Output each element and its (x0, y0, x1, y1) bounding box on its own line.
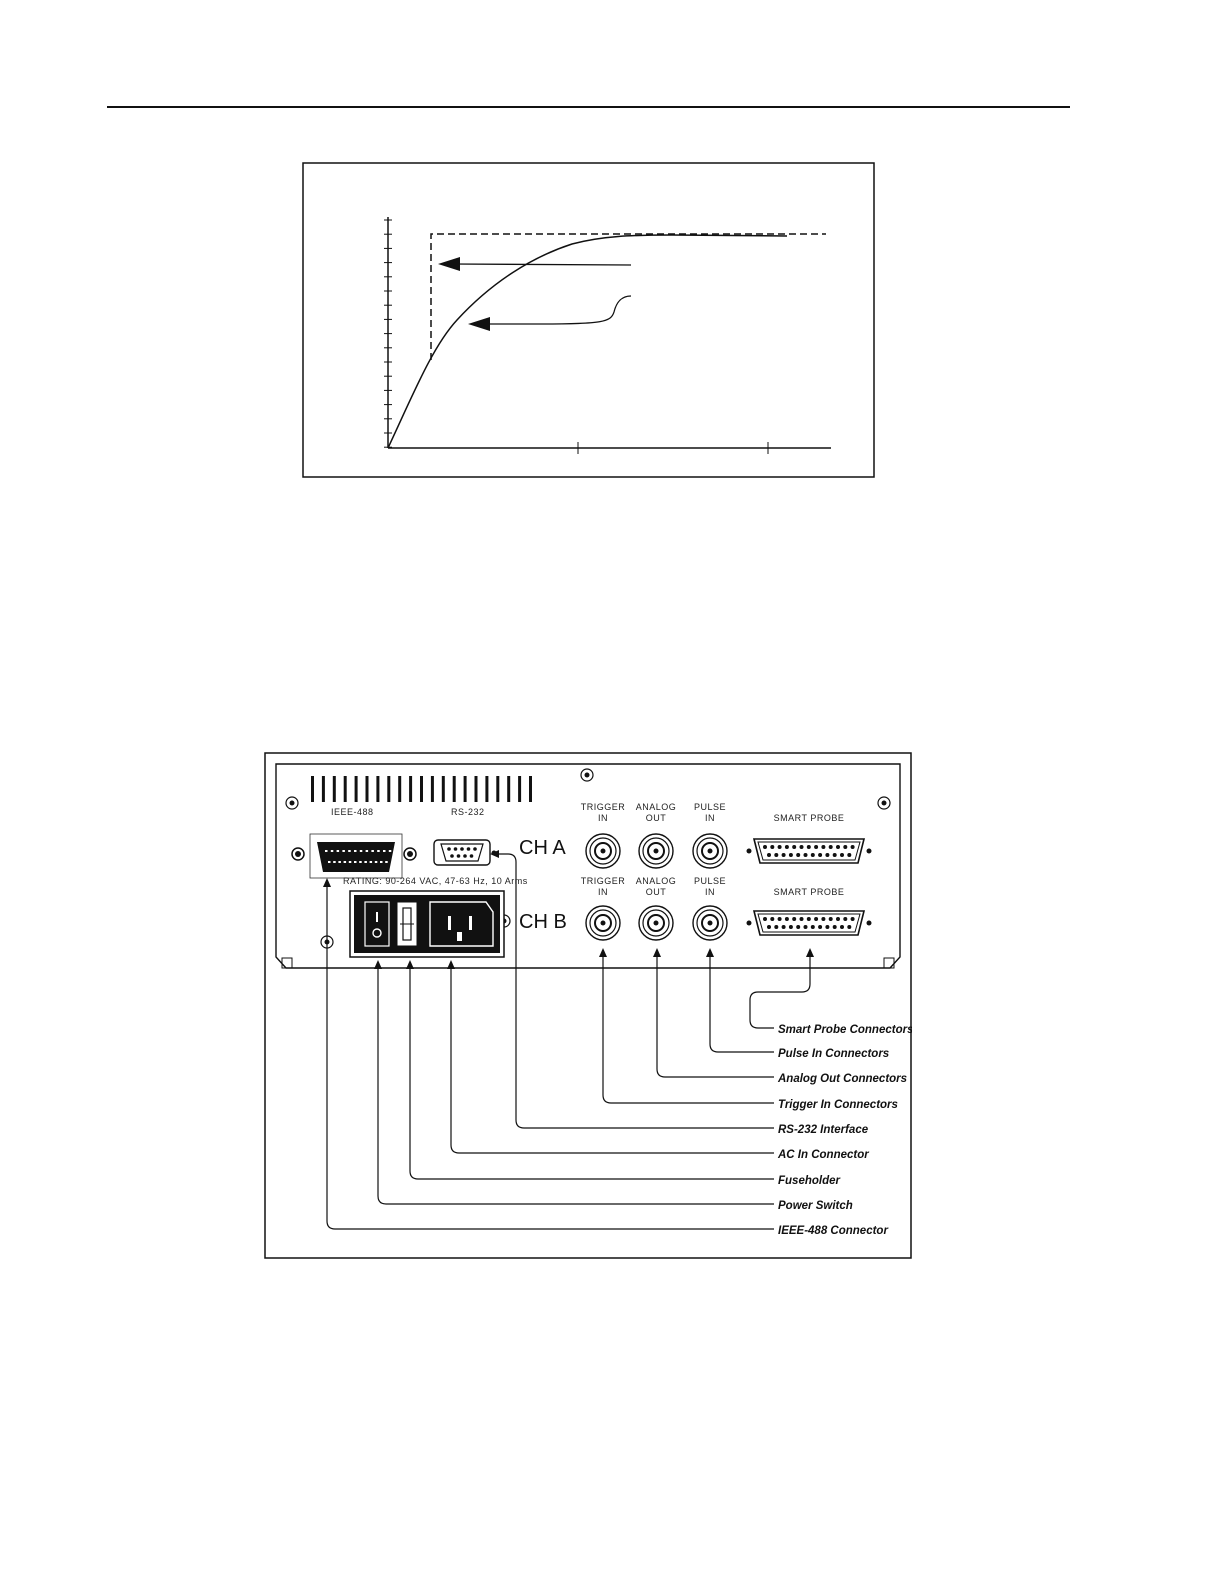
vent-slot (507, 776, 510, 802)
bnc-trigger-in-b[interactable] (586, 906, 620, 940)
rating-label: RATING: 90-264 VAC, 47-63 Hz, 10 Arms (343, 876, 528, 886)
trigger-a-label-bottom: IN (598, 813, 608, 823)
vent-slot (398, 776, 401, 802)
vent-slot (322, 776, 325, 802)
rs232-pin (457, 854, 461, 858)
step-input-line (431, 234, 826, 360)
leader-pulse-in (710, 950, 774, 1052)
response-curve-svg (302, 162, 875, 478)
ieee-pin (331, 850, 334, 852)
ieee-pin (371, 850, 374, 852)
ieee-pin (389, 850, 392, 852)
response-arrow-shaft (487, 296, 631, 324)
ieee-pin (383, 850, 386, 852)
leader-rs232 (492, 854, 774, 1128)
rs232-pin (460, 847, 464, 851)
vent-slot (475, 776, 478, 802)
vent-slot (355, 776, 358, 802)
response-arrow-head (468, 317, 490, 331)
vent-slot (464, 776, 467, 802)
vent-slot (311, 776, 314, 802)
vent-slot (529, 776, 532, 802)
analog-a-label-top: ANALOG (635, 802, 677, 812)
callout-fuseholder: Fuseholder (778, 1175, 840, 1187)
rs232-pin (450, 854, 454, 858)
step-arrow-head (438, 257, 460, 271)
analog-b-label-bottom: OUT (645, 887, 667, 897)
ieee-pin (375, 861, 378, 863)
bnc-pulse-in-b[interactable] (693, 906, 727, 940)
vent-slot (344, 776, 347, 802)
callout-power-switch: Power Switch (778, 1200, 853, 1212)
vent-slot (376, 776, 379, 802)
ieee-pin (337, 850, 340, 852)
rs232-pin (467, 847, 471, 851)
ieee-pin (328, 861, 331, 863)
ieee-pin (325, 850, 328, 852)
power-switch[interactable] (365, 902, 389, 946)
vent-slot (518, 776, 521, 802)
ieee-pin (380, 861, 383, 863)
analog-b-label-top: ANALOG (635, 876, 677, 886)
rs232-label: RS-232 (451, 807, 485, 817)
ieee-pin (360, 850, 363, 852)
response-curve-figure (302, 162, 875, 478)
rs232-pin (470, 854, 474, 858)
bnc-analog-out-a[interactable] (639, 834, 673, 868)
ch-b-label: CH B (519, 911, 567, 933)
leader-ac-in (451, 966, 774, 1153)
vent-slot (485, 776, 488, 802)
smart-probe-b-label: SMART PROBE (773, 887, 845, 897)
rs232-pin (454, 847, 458, 851)
ieee-pin (348, 850, 351, 852)
leader-analog-out (657, 950, 774, 1077)
ieee-pin (354, 861, 357, 863)
vent-slot (431, 776, 434, 802)
leader-fuseholder (410, 966, 774, 1179)
callout-trigger-in: Trigger In Connectors (778, 1099, 898, 1111)
vent-slot (333, 776, 336, 802)
callout-ieee488: IEEE-488 Connector (778, 1225, 888, 1237)
trigger-b-label-bottom: IN (598, 887, 608, 897)
bnc-analog-out-b[interactable] (639, 906, 673, 940)
rs232-pin (463, 854, 467, 858)
ieee-pin (370, 861, 373, 863)
panel-foot-right (884, 958, 894, 968)
smart-probe-connector-b[interactable] (747, 911, 872, 935)
trigger-b-label-top: TRIGGER (580, 876, 626, 886)
callout-rs232: RS-232 Interface (778, 1124, 869, 1136)
ieee-pin (349, 861, 352, 863)
ieee-pin (359, 861, 362, 863)
vent-slot (442, 776, 445, 802)
ieee-pin (377, 850, 380, 852)
leader-smart-probe (750, 950, 810, 1028)
ieee-pin (338, 861, 341, 863)
rear-panel-svg (264, 752, 912, 1259)
ieee-pin (385, 861, 388, 863)
rs232-connector-body (441, 844, 483, 861)
pulse-b-label-top: PULSE (693, 876, 727, 886)
trigger-a-label-top: TRIGGER (580, 802, 626, 812)
bnc-trigger-in-a[interactable] (586, 834, 620, 868)
ieee-pin (364, 861, 367, 863)
leader-power-switch (378, 966, 774, 1204)
ch-a-label: CH A (519, 837, 566, 859)
vent-slot (420, 776, 423, 802)
pulse-b-label-bottom: IN (705, 887, 715, 897)
ieee-pin (366, 850, 369, 852)
callout-analog-out: Analog Out Connectors (778, 1073, 908, 1085)
smart-probe-connector-a[interactable] (747, 839, 872, 863)
vent-slots (311, 776, 532, 802)
callout-smart-probe: Smart Probe Connectors (778, 1024, 912, 1036)
ieee-pin (333, 861, 336, 863)
pulse-a-label-top: PULSE (693, 802, 727, 812)
smart-probe-a-label: SMART PROBE (773, 813, 845, 823)
vent-slot (496, 776, 499, 802)
vent-slot (387, 776, 390, 802)
ieee-pin (342, 850, 345, 852)
callout-pulse-in: Pulse In Connectors (778, 1048, 890, 1060)
callout-ac-in: AC In Connector (778, 1149, 869, 1161)
ieee-pin (354, 850, 357, 852)
ieee-pin (344, 861, 347, 863)
ieee-488-connector[interactable] (317, 842, 395, 872)
rs232-pin (473, 847, 477, 851)
leader-trigger-in (603, 950, 774, 1103)
analog-a-label-bottom: OUT (645, 813, 667, 823)
vent-slot (366, 776, 369, 802)
header-rule (107, 106, 1070, 108)
pulse-a-label-bottom: IN (705, 813, 715, 823)
rear-panel-figure (264, 752, 912, 1259)
step-arrow-shaft (452, 264, 631, 265)
ieee-label: IEEE-488 (331, 807, 374, 817)
vent-slot (453, 776, 456, 802)
vent-slot (409, 776, 412, 802)
bnc-pulse-in-a[interactable] (693, 834, 727, 868)
panel-foot-left (282, 958, 292, 968)
rs232-pin (447, 847, 451, 851)
